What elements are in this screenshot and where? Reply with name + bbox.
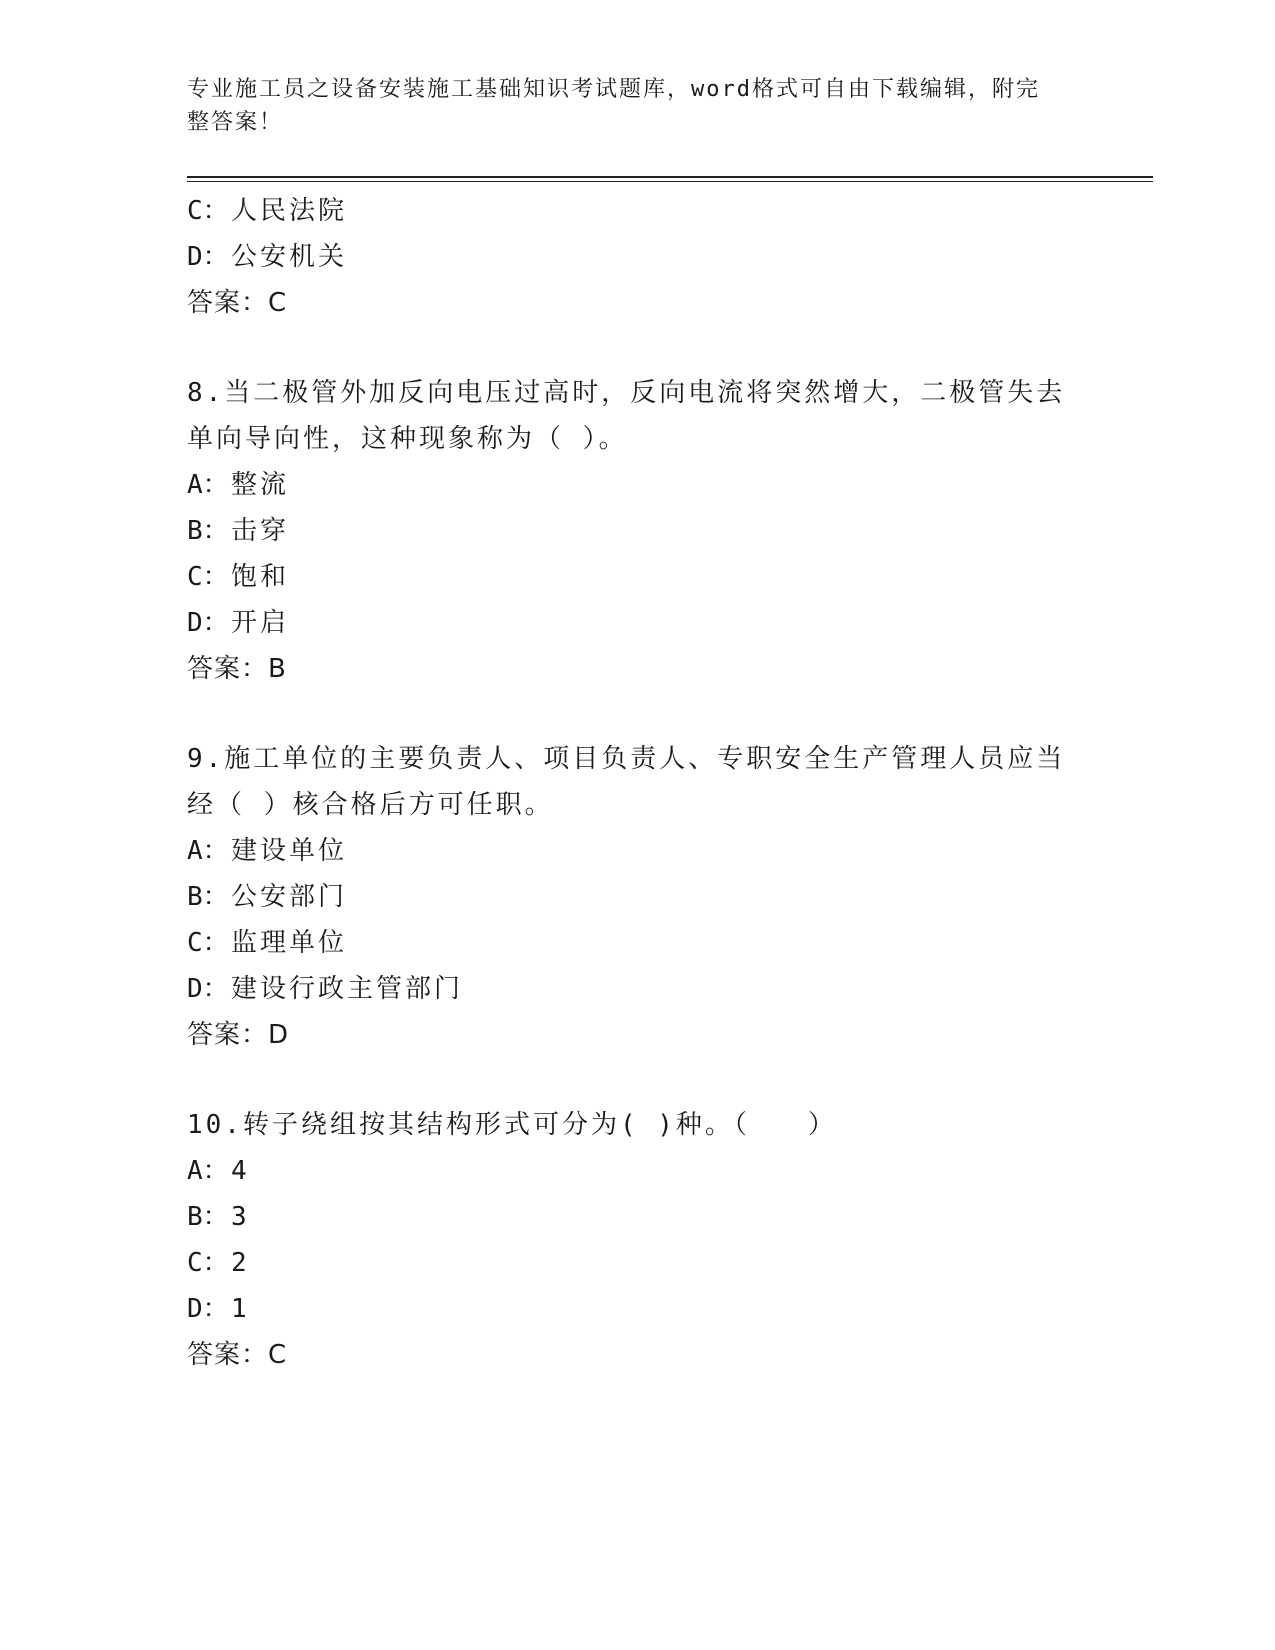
option-key: D： (187, 608, 229, 638)
option-text: 建设单位 (231, 836, 348, 866)
option-text: 建设行政主管部门 (231, 974, 464, 1004)
option-key: B： (187, 1202, 229, 1232)
spacer (187, 326, 1087, 370)
header-line-1: 专业施工员之设备安装施工基础知识考试题库，word格式可自由下载编辑，附完 (187, 77, 1040, 102)
option-a (187, 462, 1087, 508)
option-text: 4 (231, 1156, 250, 1186)
option-key: A： (187, 1156, 229, 1186)
header-rule-thick (187, 176, 1153, 178)
question-content (187, 188, 1087, 1378)
option-text: 饱和 (231, 562, 290, 592)
question-stem-line-1: 8.当二极管外加反向电压过高时，反向电流将突然增大，二极管失去 (187, 378, 1066, 408)
option-key: B： (187, 516, 229, 546)
option-key: D： (187, 974, 229, 1004)
option-text: 整流 (231, 470, 290, 500)
spacer (187, 1058, 1087, 1102)
question-8 (187, 370, 1087, 692)
option-key: C： (187, 928, 229, 958)
option-b (187, 1194, 1087, 1240)
option-d (187, 234, 1087, 280)
spacer (187, 692, 1087, 736)
option-b (187, 508, 1087, 554)
option-d (187, 1286, 1087, 1332)
option-key: C： (187, 562, 229, 592)
question-9 (187, 736, 1087, 1058)
option-text: 开启 (231, 608, 290, 638)
option-key: A： (187, 470, 229, 500)
option-key: B： (187, 882, 229, 912)
question-stem-line-2: 单向导向性，这种现象称为（ ）。 (187, 424, 628, 454)
header-rule-thin (187, 181, 1153, 182)
option-text: 1 (231, 1294, 250, 1324)
option-text: 人民法院 (231, 196, 348, 226)
option-c (187, 1240, 1087, 1286)
option-text: 2 (231, 1248, 250, 1278)
option-key: C： (187, 1248, 229, 1278)
answer-line: 答案：D (187, 1020, 290, 1050)
option-c (187, 188, 1087, 234)
option-key: D： (187, 242, 229, 272)
option-a (187, 828, 1087, 874)
answer-line: 答案：C (187, 1340, 288, 1370)
option-d (187, 600, 1087, 646)
option-a (187, 1148, 1087, 1194)
option-text: 公安机关 (231, 242, 348, 272)
option-key: C： (187, 196, 229, 226)
option-c (187, 920, 1087, 966)
option-text: 击穿 (231, 516, 290, 546)
question-stem-line-1: 10.转子绕组按其结构形式可分为( )种。（ ） (187, 1110, 837, 1140)
answer-line: 答案：B (187, 654, 287, 684)
option-key: A： (187, 836, 229, 866)
question-stem-line-1: 9.施工单位的主要负责人、项目负责人、专职安全生产管理人员应当 (187, 744, 1066, 774)
question-stem-line-2: 经（ ）核合格后方可任职。 (187, 790, 554, 820)
document-header (187, 73, 1067, 139)
answer-line: 答案：C (187, 288, 288, 318)
option-d (187, 966, 1087, 1012)
option-c (187, 554, 1087, 600)
option-key: D： (187, 1294, 229, 1324)
option-b (187, 874, 1087, 920)
option-text: 3 (231, 1202, 250, 1232)
prev-question-block (187, 188, 1087, 326)
option-text: 监理单位 (231, 928, 348, 958)
question-10 (187, 1102, 1087, 1378)
option-text: 公安部门 (231, 882, 348, 912)
header-line-2: 整答案！ (187, 110, 284, 135)
